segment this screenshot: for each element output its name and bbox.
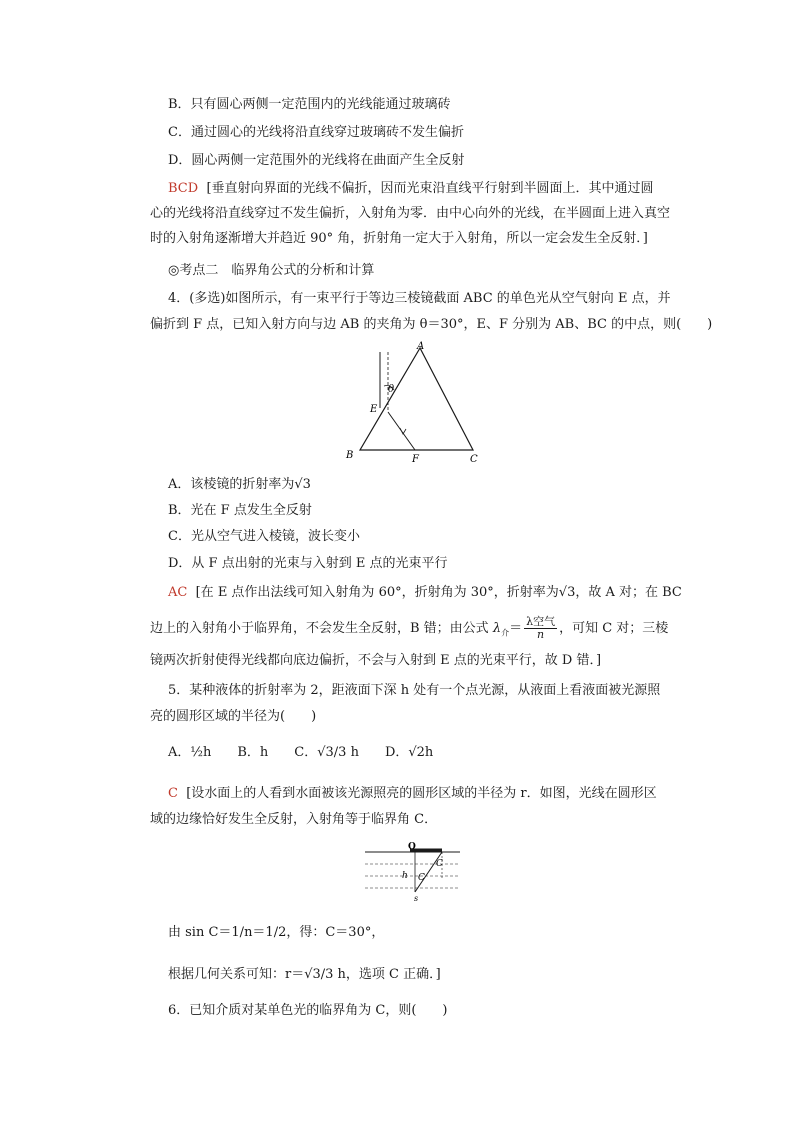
answer-3-line-1 [168, 180, 654, 198]
formula-fraction [524, 616, 557, 641]
answer-4-line-1 [168, 584, 682, 602]
vertex-b-label: B [346, 450, 354, 461]
answer-4-text-1: [在 E 点作出法线可知入射角为 60°，折射角为 30°，折射率为√3，故 A 对；在 BC [195, 585, 682, 600]
question-4-line-2: 偏折到 F 点，已知入射方向与边 AB 的夹角为 θ＝30°，E、F 分别为 AB、BC 的中点，则( ) [150, 317, 713, 332]
option-c: C．通过圆心的光线将沿直线穿过玻璃砖不发生偏折 [168, 125, 464, 140]
point-e-label: E [370, 404, 378, 415]
triangle-abc [360, 348, 473, 450]
answer-4-line-2: 边上的入射角小于临界角，不会发生全反射，B 错；由公式 $\lambda_介=$ $\frac{\text{λ空气}}{n}$ ，可知 C 对；三棱 [150, 615, 669, 641]
option-4c: C．光从空气进入棱镜，波长变小 [168, 529, 360, 544]
question-4-line-1: 4．(多选)如图所示，有一束平行于等边三棱镜截面 ABC 的单色光从空气射向 E 点，并 [168, 291, 671, 306]
answer-4-text-2a: 边上的入射角小于临界角，不会发生全反射，B 错；由公式 [150, 621, 489, 636]
formula-denominator: n [537, 628, 545, 641]
answer-4-key: AC [168, 585, 188, 600]
liquid-figure [360, 838, 470, 903]
vertex-c-label: C [470, 454, 478, 465]
option-b: B．只有圆心两侧一定范围内的光线能通过玻璃砖 [168, 97, 451, 112]
vertex-a-label: A [417, 341, 425, 352]
formula-numerator: λ空气 [526, 615, 556, 628]
answer-5-line-4: 根据几何关系可知：r＝√3/3 h，选项 C 正确．] [168, 967, 441, 982]
answer-3-text-1: [垂直射向界面的光线不偏折，因而光束沿直线平行射到半圆面上．其中通过圆 [206, 181, 654, 196]
angle-c-label-1: C [418, 873, 425, 883]
depth-h-label: h [402, 871, 408, 881]
answer-3-key: BCD [168, 181, 199, 196]
question-5-line-2: 亮的圆形区域的半径为( ) [150, 709, 317, 724]
answer-5-line-2: 域的边缘恰好发生全反射，入射角等于临界角 C． [150, 812, 438, 827]
option-4a: A．该棱镜的折射率为√3 [168, 477, 311, 492]
answer-3-line-2: 心的光线将沿直线穿过不发生偏折，入射角为零．由中心向外的光线，在半圆面上进入真空 [150, 206, 671, 221]
question-5-line-1: 5．某种液体的折射率为 2，距液面下深 h 处有一个点光源，从液面上看液面被光源照 [168, 683, 661, 698]
answer-5-text-1: [设水面上的人看到水面被该光源照亮的圆形区域的半径为 r．如图，光线在圆形区 [186, 786, 657, 801]
answer-4-line-3: 镜两次折射使得光线都向底边偏折，不会与入射到 E 点的光束平行，故 D 错．] [150, 653, 602, 668]
answer-5-line-1 [168, 785, 657, 803]
option-4d: D．从 F 点出射的光束与入射到 E 点的光束平行 [168, 556, 448, 571]
theta-label: θ [388, 384, 395, 395]
section-heading: ◎考点二 临界角公式的分析和计算 [168, 263, 375, 278]
answer-5-key: C [168, 786, 178, 801]
point-f-label: F [412, 454, 419, 465]
answer-5-line-3: 由 sin C＝1/n＝1/2，得：C＝30°， [168, 925, 385, 940]
formula-lhs: λ [492, 621, 502, 636]
point-o-label: O [408, 842, 416, 852]
answer-4-text-2b: ，可知 C 对；三棱 [559, 621, 669, 636]
source-s-label: s [414, 894, 419, 903]
question-5-options: A．½h B．h C．√3/3 h D．√2h [168, 745, 434, 760]
prism-figure [340, 340, 490, 465]
angle-c-label-2: C [436, 859, 443, 869]
question-6: 6．已知介质对某单色光的临界角为 C，则( ) [168, 1003, 448, 1018]
formula-sub: 介 [501, 628, 510, 638]
answer-3-line-3: 时的入射角逐渐增大并趋近 90° 角，折射角一定大于入射角，所以一定会发生全反射．] [150, 231, 648, 246]
critical-ray [415, 852, 442, 892]
option-d: D．圆心两侧一定范围外的光线将在曲面产生全反射 [168, 153, 465, 168]
option-4b: B．光在 F 点发生全反射 [168, 503, 312, 518]
